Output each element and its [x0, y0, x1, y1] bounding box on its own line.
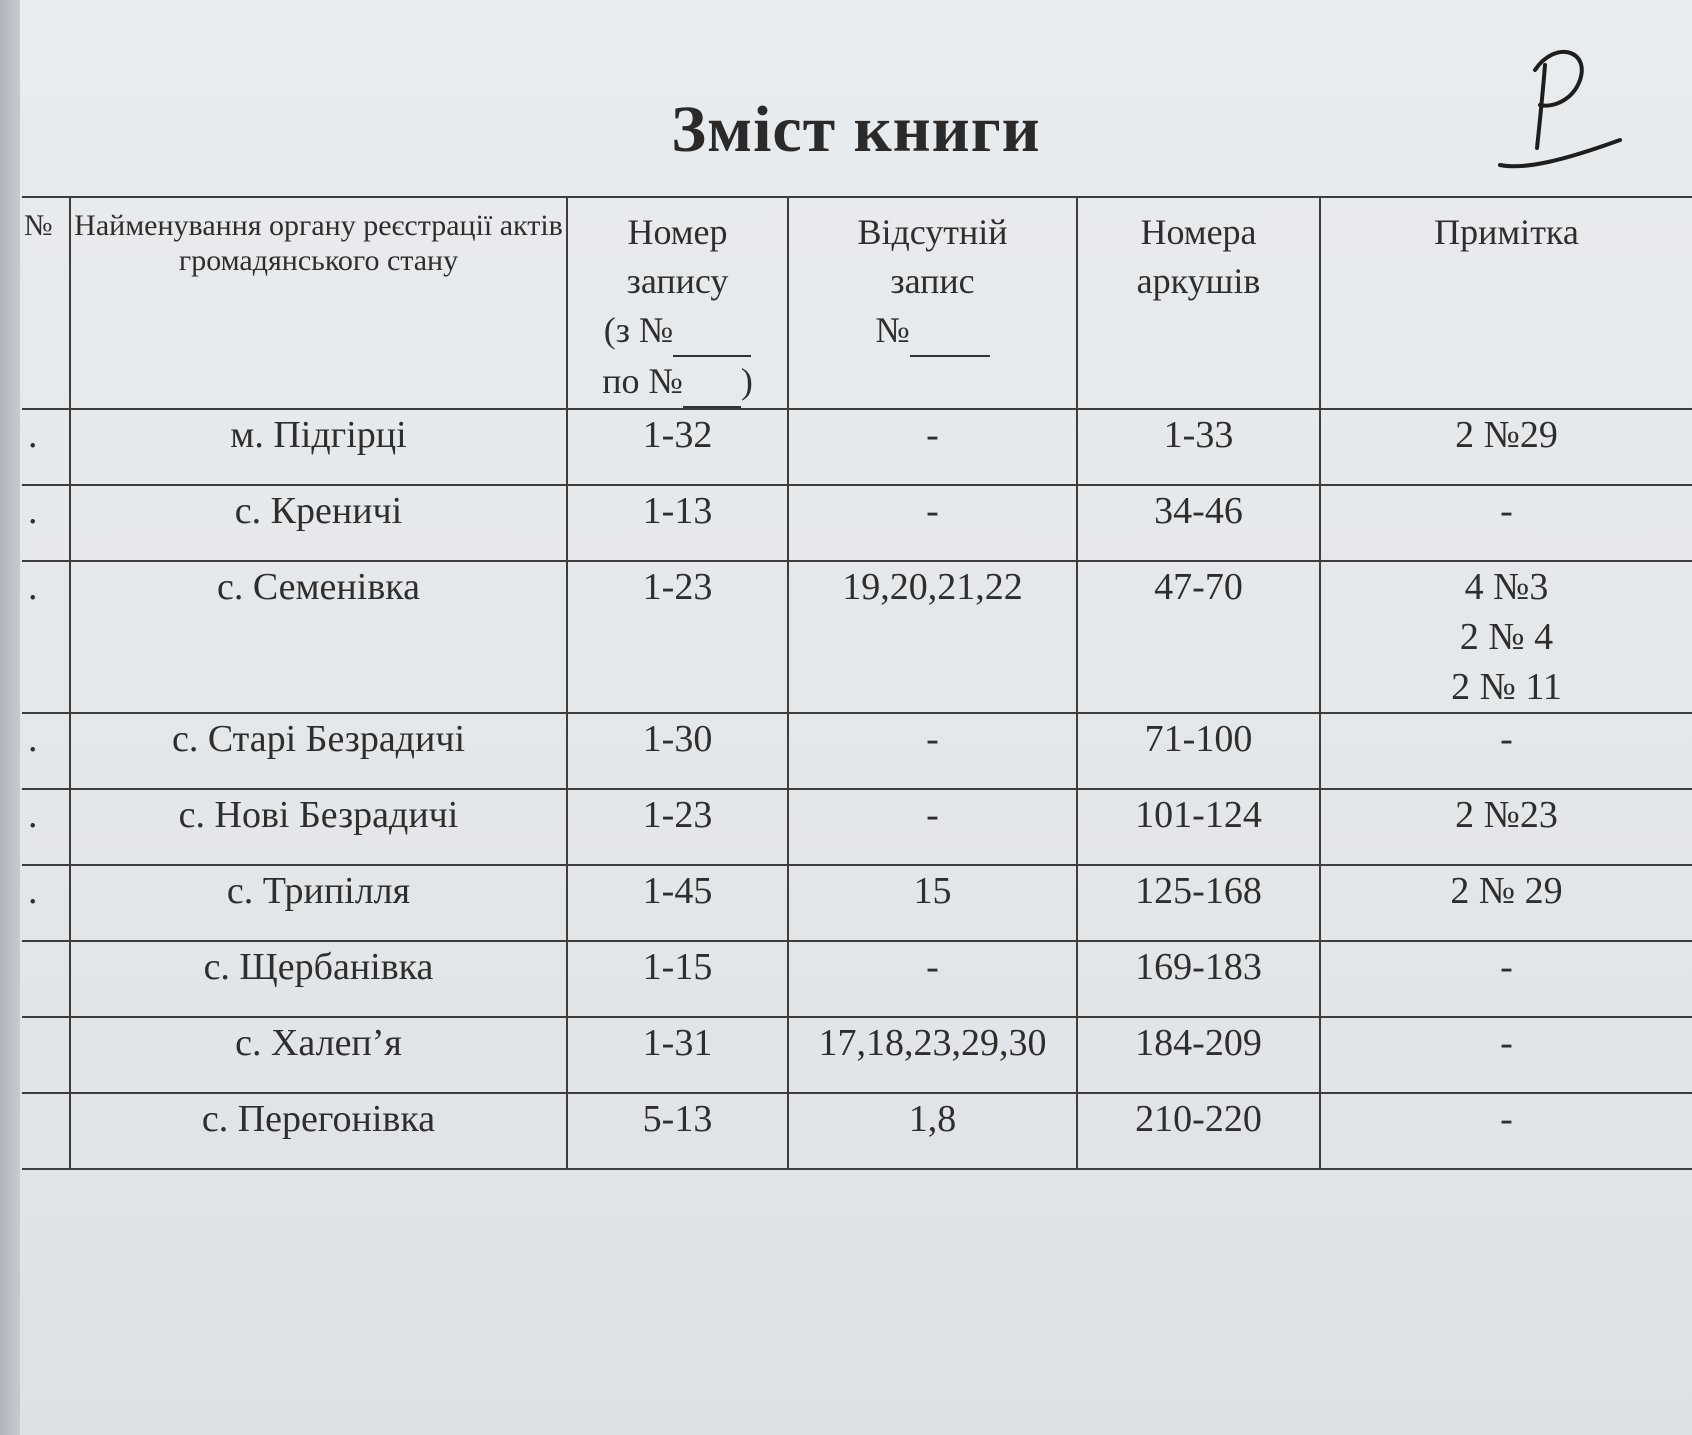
row-marker: . [22, 409, 70, 485]
note-line: - [1500, 490, 1513, 532]
note-line: - [1500, 946, 1513, 988]
header-number: № [22, 197, 70, 409]
header-missing-record [788, 197, 1077, 409]
header-missing-line1: Відсутній [857, 212, 1008, 252]
table-row [22, 1093, 1692, 1169]
record-range: 1-15 [567, 941, 788, 1017]
header-note-text: Примітка [1434, 212, 1579, 252]
sheet-range: 210-220 [1077, 1093, 1320, 1169]
registry-name: с. Нові Безрадичі [70, 789, 567, 865]
registry-name: с. Щербанівка [70, 941, 567, 1017]
row-marker: . [22, 865, 70, 941]
table-header-row [22, 197, 1692, 409]
header-sheet-numbers [1077, 197, 1320, 409]
note-cell [1320, 409, 1692, 485]
note-cell [1320, 713, 1692, 789]
note-cell [1320, 865, 1692, 941]
note-cell [1320, 789, 1692, 865]
header-record-number [567, 197, 788, 409]
header-record-number-line4 [568, 357, 787, 408]
registry-name: м. Підгірці [70, 409, 567, 485]
note-line: 2 №29 [1455, 414, 1558, 456]
sheet-range: 125-168 [1077, 865, 1320, 941]
registry-name: с. Перегонівка [70, 1093, 567, 1169]
missing-records: - [788, 409, 1077, 485]
record-range: 5-13 [567, 1093, 788, 1169]
record-range: 1-31 [567, 1017, 788, 1093]
registry-name: с. Семенівка [70, 561, 567, 713]
header-record-number-line2: запису [626, 261, 729, 301]
record-range: 1-30 [567, 713, 788, 789]
row-marker [22, 941, 70, 1017]
registry-name: с. Креничі [70, 485, 567, 561]
note-cell [1320, 1093, 1692, 1169]
sheet-range: 47-70 [1077, 561, 1320, 713]
table-row [22, 485, 1692, 561]
note-line: 2 № 4 [1459, 616, 1554, 658]
sheet-range: 169-183 [1077, 941, 1320, 1017]
sheet-range: 1-33 [1077, 409, 1320, 485]
missing-records: 15 [788, 865, 1077, 941]
note-line: - [1500, 1098, 1513, 1140]
row-marker: . [22, 789, 70, 865]
note-line: - [1500, 1022, 1513, 1064]
sheet-range: 71-100 [1077, 713, 1320, 789]
registry-name: с. Старі Безрадичі [70, 713, 567, 789]
table-row [22, 941, 1692, 1017]
record-range: 1-23 [567, 561, 788, 713]
record-range: 1-32 [567, 409, 788, 485]
record-range: 1-45 [567, 865, 788, 941]
table-row [22, 409, 1692, 485]
header-missing-number-sign: № [875, 310, 910, 350]
page-title: Зміст книги [671, 93, 1041, 166]
record-range: 1-13 [567, 485, 788, 561]
header-record-number-line1: Номер [627, 212, 728, 252]
missing-records: - [788, 941, 1077, 1017]
header-missing-line2: запис [890, 261, 975, 301]
table-row [22, 789, 1692, 865]
header-record-to: по № [602, 361, 683, 401]
sheet-range: 101-124 [1077, 789, 1320, 865]
contents-table [22, 196, 1692, 1170]
missing-records: 19,20,21,22 [788, 561, 1077, 713]
note-line: 4 №3 [1464, 566, 1549, 608]
row-marker: . [22, 485, 70, 561]
header-record-number-line3 [568, 306, 787, 357]
note-line: 2 № 29 [1450, 870, 1563, 912]
row-marker: . [22, 561, 70, 713]
note-cell [1320, 941, 1692, 1017]
header-note [1320, 197, 1692, 409]
record-range: 1-23 [567, 789, 788, 865]
header-registry-name: Найменування органу реєстрації актів громадянського стану [70, 197, 567, 409]
missing-records: - [788, 789, 1077, 865]
row-marker: . [22, 713, 70, 789]
row-marker [22, 1093, 70, 1169]
header-sheet-numbers-text: Номера аркушів [1136, 212, 1261, 301]
note-line: - [1500, 718, 1513, 760]
note-line: 2 № 11 [1451, 666, 1562, 708]
table-row [22, 865, 1692, 941]
missing-records: 1,8 [788, 1093, 1077, 1169]
registry-name: с. Халеп’я [70, 1017, 567, 1093]
sheet-range: 34-46 [1077, 485, 1320, 561]
table-row [22, 561, 1692, 713]
note-cell [1320, 485, 1692, 561]
row-marker [22, 1017, 70, 1093]
table-row [22, 713, 1692, 789]
note-line: 2 №23 [1455, 794, 1558, 836]
missing-records: - [788, 485, 1077, 561]
header-record-close: ) [740, 361, 753, 401]
note-cell [1320, 1017, 1692, 1093]
header-missing-line3 [789, 306, 1076, 357]
note-cell [1320, 561, 1692, 713]
table-row [22, 1017, 1692, 1093]
missing-records: 17,18,23,29,30 [788, 1017, 1077, 1093]
header-record-from: (з № [603, 310, 674, 350]
missing-records: - [788, 713, 1077, 789]
page-edge-shadow [0, 0, 20, 1435]
handwritten-signature [1495, 30, 1635, 180]
registry-name: с. Трипілля [70, 865, 567, 941]
sheet-range: 184-209 [1077, 1017, 1320, 1093]
